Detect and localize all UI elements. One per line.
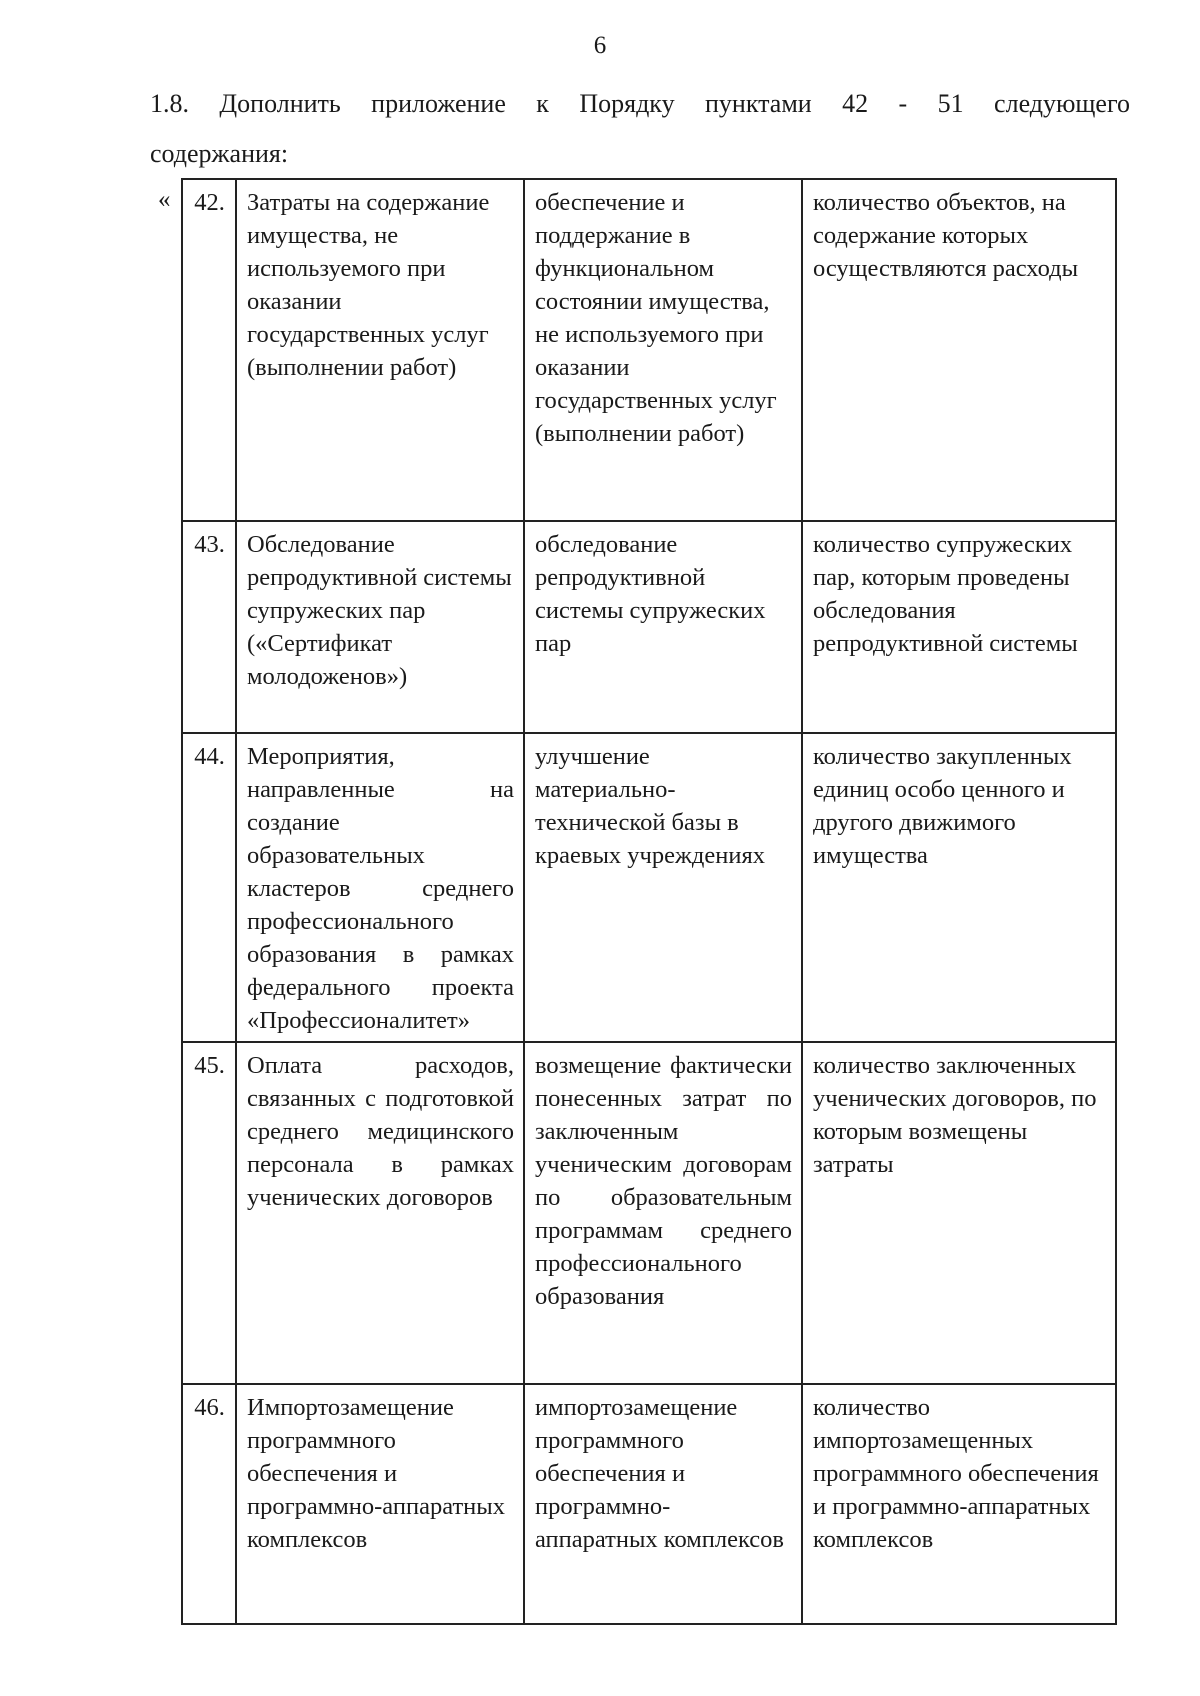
intro-paragraph-line2: содержания: — [150, 139, 289, 168]
indicator-cell: количество объектов, на содержание которых осуществляются расходы — [802, 179, 1116, 521]
opening-quote-mark: « — [158, 186, 171, 213]
table-row — [182, 1042, 1116, 1384]
row-number: 43. — [182, 521, 236, 733]
row-number: 44. — [182, 733, 236, 1042]
purpose-cell: обследование репродуктивной системы супружеских пар — [524, 521, 802, 733]
row-number: 46. — [182, 1384, 236, 1624]
row-number: 42. — [182, 179, 236, 521]
expense-cell: Обследование репродуктивной системы супружеских пар («Сертификат молодоженов») — [236, 521, 524, 733]
intro-paragraph-line1: 1.8. Дополнить приложение к Порядку пунктами 42 - 51 следующего — [150, 89, 1130, 118]
expense-cell: Импортозамещение программного обеспечения и программно-аппаратных комплексов — [236, 1384, 524, 1624]
page-number: 6 — [593, 32, 607, 59]
table-row — [182, 179, 1116, 521]
appendix-table — [181, 178, 1117, 1625]
purpose-cell: обеспечение и поддержание в функциональном состоянии имущества, не используемого при оказании государственных услуг (выполнении работ) — [524, 179, 802, 521]
purpose-cell: возмещение фактически понесенных затрат по заключенным ученическим договорам по образовательным программам среднего профессионального образования — [524, 1042, 802, 1384]
indicator-cell: количество закупленных единиц особо ценного и другого движимого имущества — [802, 733, 1116, 1042]
indicator-cell: количество импортозамещенных программного обеспечения и программно-аппаратных комплексов — [802, 1384, 1116, 1624]
table-row — [182, 1384, 1116, 1624]
purpose-cell: импортозамещение программного обеспечения и программно-аппаратных комплексов — [524, 1384, 802, 1624]
purpose-cell: улучшение материально-технической базы в краевых учреждениях — [524, 733, 802, 1042]
indicator-cell: количество супружеских пар, которым проведены обследования репродуктивной системы — [802, 521, 1116, 733]
expense-cell: Оплата расходов, связанных с подготовкой среднего медицинского персонала в рамках ученических договоров — [236, 1042, 524, 1384]
row-number: 45. — [182, 1042, 236, 1384]
expense-cell: Мероприятия, направленные на создание образовательных кластеров среднего профессионального образования в рамках федерального проекта «Профессионалитет» — [236, 733, 524, 1042]
table-row — [182, 521, 1116, 733]
indicator-cell: количество заключенных ученических договоров, по которым возмещены затраты — [802, 1042, 1116, 1384]
expense-cell: Затраты на содержание имущества, не используемого при оказании государственных услуг (выполнении работ) — [236, 179, 524, 521]
table-row — [182, 733, 1116, 1042]
